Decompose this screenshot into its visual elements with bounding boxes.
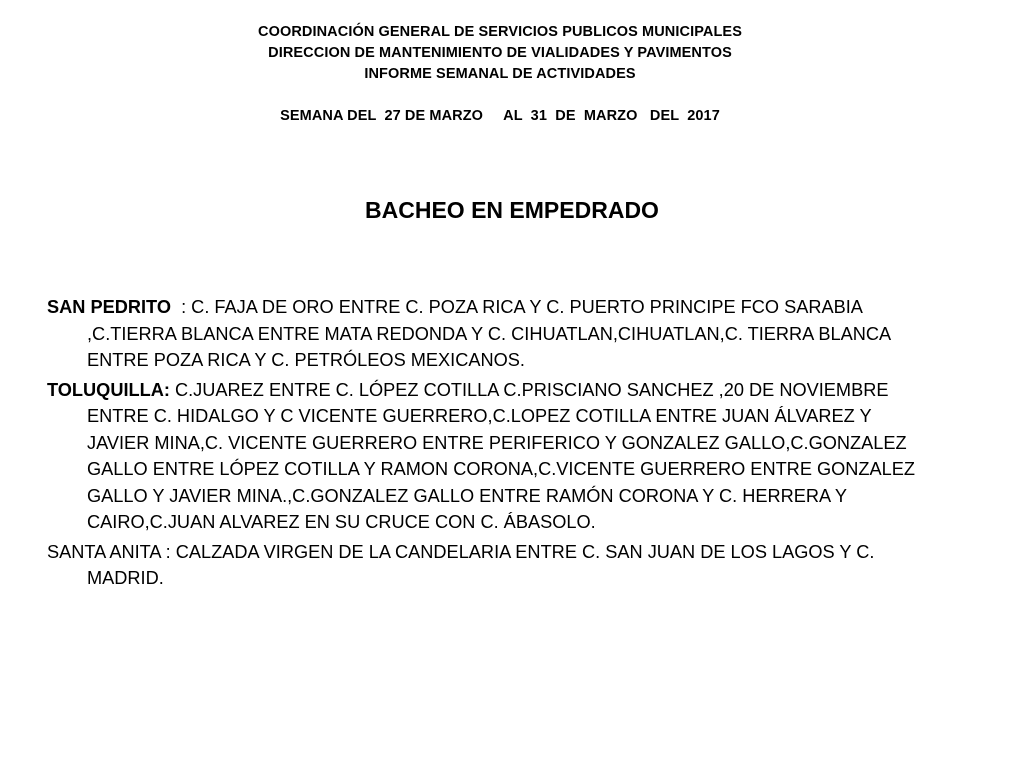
entry-text-san-pedrito: : C. FAJA DE ORO ENTRE C. POZA RICA Y C. PUERTO PRINCIPE FCO SARABIA ,C.TIERRA BLANCA ENTRE MATA REDONDA Y C. CIHUATLAN,CIHUATLAN,C. TIERRA BLANCA ENTRE POZA RICA Y C. PETRÓLEOS MEXICANOS. xyxy=(87,297,896,370)
header-line-report-type: INFORME SEMANAL DE ACTIVIDADES xyxy=(364,66,636,82)
section-title: BACHEO EN EMPEDRADO xyxy=(365,197,659,223)
activity-list xyxy=(47,294,937,595)
header-line-coordination: COORDINACIÓN GENERAL DE SERVICIOS PUBLICOS MUNICIPALES xyxy=(258,24,742,40)
entry-san-pedrito xyxy=(47,294,937,374)
entry-label-toluquilla: TOLUQUILLA: xyxy=(47,379,170,400)
entry-toluquilla xyxy=(47,377,937,536)
entry-text-toluquilla: C.JUAREZ ENTRE C. LÓPEZ COTILLA C.PRISCIANO SANCHEZ ,20 DE NOVIEMBRE ENTRE C. HIDALGO Y C VICENTE GUERRERO,C.LOPEZ COTILLA ENTRE JUAN ÁLVAREZ Y JAVIER MINA,C. VICENTE GUERRERO ENTRE PERIFERICO Y GONZALEZ GALLO,C.GONZALEZ GALLO ENTRE LÓPEZ COTILLA Y RAMON CORONA,C.VICENTE GUERRERO ENTRE GONZALEZ GALLO Y JAVIER MINA.,C.GONZALEZ GALLO ENTRE RAMÓN CORONA Y C. HERRERA Y CAIRO,C.JUAN ALVAREZ EN SU CRUCE CON C. ÁBASOLO. xyxy=(87,379,921,532)
header-week-range: SEMANA DEL 27 DE MARZO AL 31 DE MARZO DEL 2017 xyxy=(280,108,720,124)
entry-label-san-pedrito: SAN PEDRITO xyxy=(47,297,171,317)
report-header xyxy=(0,22,1000,127)
header-line-direction: DIRECCION DE MANTENIMIENTO DE VIALIDADES Y PAVIMENTOS xyxy=(268,45,732,61)
entry-text-santa-anita: SANTA ANITA : CALZADA VIRGEN DE LA CANDELARIA ENTRE C. SAN JUAN DE LOS LAGOS Y C. MADRID. xyxy=(47,541,875,588)
entry-santa-anita xyxy=(47,539,937,592)
